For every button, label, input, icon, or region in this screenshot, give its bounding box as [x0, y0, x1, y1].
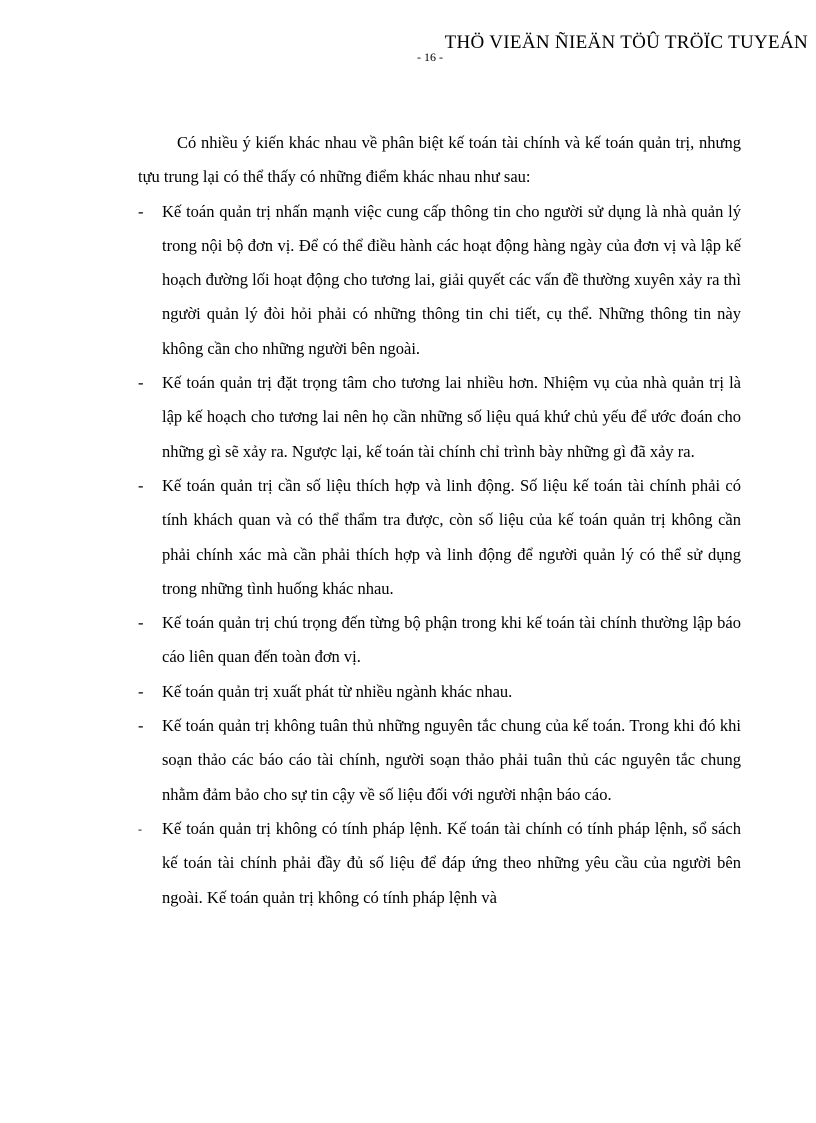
- list-item: [138, 675, 741, 709]
- list-item: [138, 812, 741, 915]
- list-item: [138, 195, 741, 366]
- list-item-text: Kế toán quản trị xuất phát từ nhiều ngành khác nhau.: [162, 681, 513, 701]
- list-item-text: Kế toán quản trị cần số liệu thích hợp và linh động. Số liệu kế toán tài chính phải có tính khách quan và có thể thẩm tra được, còn số liệu của kế toán quản trị không cần phải chính xác mà cần phải thích hợp và linh động để người quản lý có thể sử dụng trong những tình huống khác nhau.: [162, 475, 741, 598]
- header-title: THÖ VIEÄN ÑIEÄN TÖÛ TRÖÏC TUYEÁN: [444, 32, 808, 53]
- list-item: [138, 366, 741, 469]
- list-item: [138, 709, 741, 812]
- intro-paragraph: Có nhiều ý kiến khác nhau về phân biệt kế toán tài chính và kế toán quản trị, nhưng tựu trung lại có thể thấy có những điểm khác nhau như sau:: [138, 133, 741, 187]
- bullet-dash: -: [138, 475, 144, 495]
- bullet-dash: -: [138, 201, 144, 221]
- bullet-dash: -: [138, 681, 144, 701]
- list-item-text: Kế toán quản trị chú trọng đến từng bộ phận trong khi kế toán tài chính thường lập báo cáo liên quan đến toàn đơn vị.: [162, 613, 741, 667]
- list-item-text: Kế toán quản trị đặt trọng tâm cho tương lai nhiều hơn. Nhiệm vụ của nhà quản trị là lập kế hoạch cho tương lai nên họ cần những số liệu quá khứ chủ yếu để ước đoán cho những gì sẽ xảy ra. Ngược lại, kế toán tài chính chỉ trình bày những gì đã xảy ra.: [162, 373, 741, 461]
- bullet-dash: -: [138, 613, 144, 633]
- list-item: [138, 606, 741, 675]
- page-number: - 16 -: [417, 50, 443, 64]
- list-item-text: Kế toán quản trị không có tính pháp lệnh. Kế toán tài chính có tính pháp lệnh, sổ sách kế toán tài chính phải đầy đủ số liệu để đáp ứng theo những yêu cầu của người bên ngoài. Kế toán quản trị không có tính pháp lệnh và: [162, 818, 741, 907]
- list-item: [138, 469, 741, 606]
- document-body: [138, 126, 741, 915]
- difference-list: [138, 195, 741, 915]
- list-item-text: Kế toán quản trị không tuân thủ những nguyên tắc chung của kế toán. Trong khi đó khi soạn thảo các báo cáo tài chính, người soạn thảo phải tuân thủ các nguyên tắc chung nhằm đảm bảo cho sự tin cậy về số liệu đối với người nhận báo cáo.: [162, 716, 741, 804]
- bullet-dash: -: [138, 821, 142, 836]
- list-item-text: Kế toán quản trị nhấn mạnh việc cung cấp thông tin cho người sử dụng là nhà quản lý trong nội bộ đơn vị. Để có thể điều hành các hoạt động hàng ngày của đơn vị và lập kế hoạch đường lối hoạt động cho tương lai, giải quyết các vấn đề thường xuyên xảy ra thì người quản lý đòi hỏi phải có những thông tin chi tiết, cụ thể. Những thông tin này không cần cho những người bên ngoài.: [162, 201, 741, 358]
- bullet-dash: -: [138, 716, 144, 736]
- bullet-dash: -: [138, 373, 144, 393]
